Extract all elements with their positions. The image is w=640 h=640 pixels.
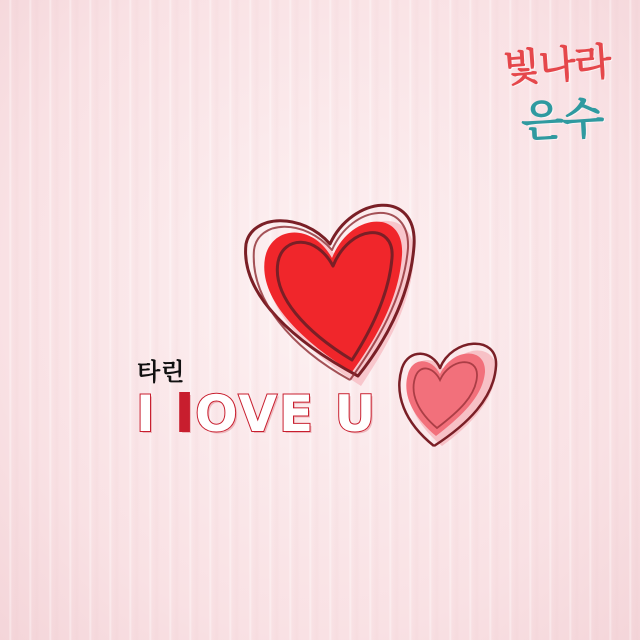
song-title [136,384,377,444]
title-accent-letter: l [176,385,196,443]
artist-name: 타린 [137,358,186,386]
title-part-2: OVE U [195,385,378,443]
title-part-1: I [136,385,177,443]
logo-line-1: 빛나라 [501,39,612,91]
logo-line-2: 은수 [519,92,604,149]
